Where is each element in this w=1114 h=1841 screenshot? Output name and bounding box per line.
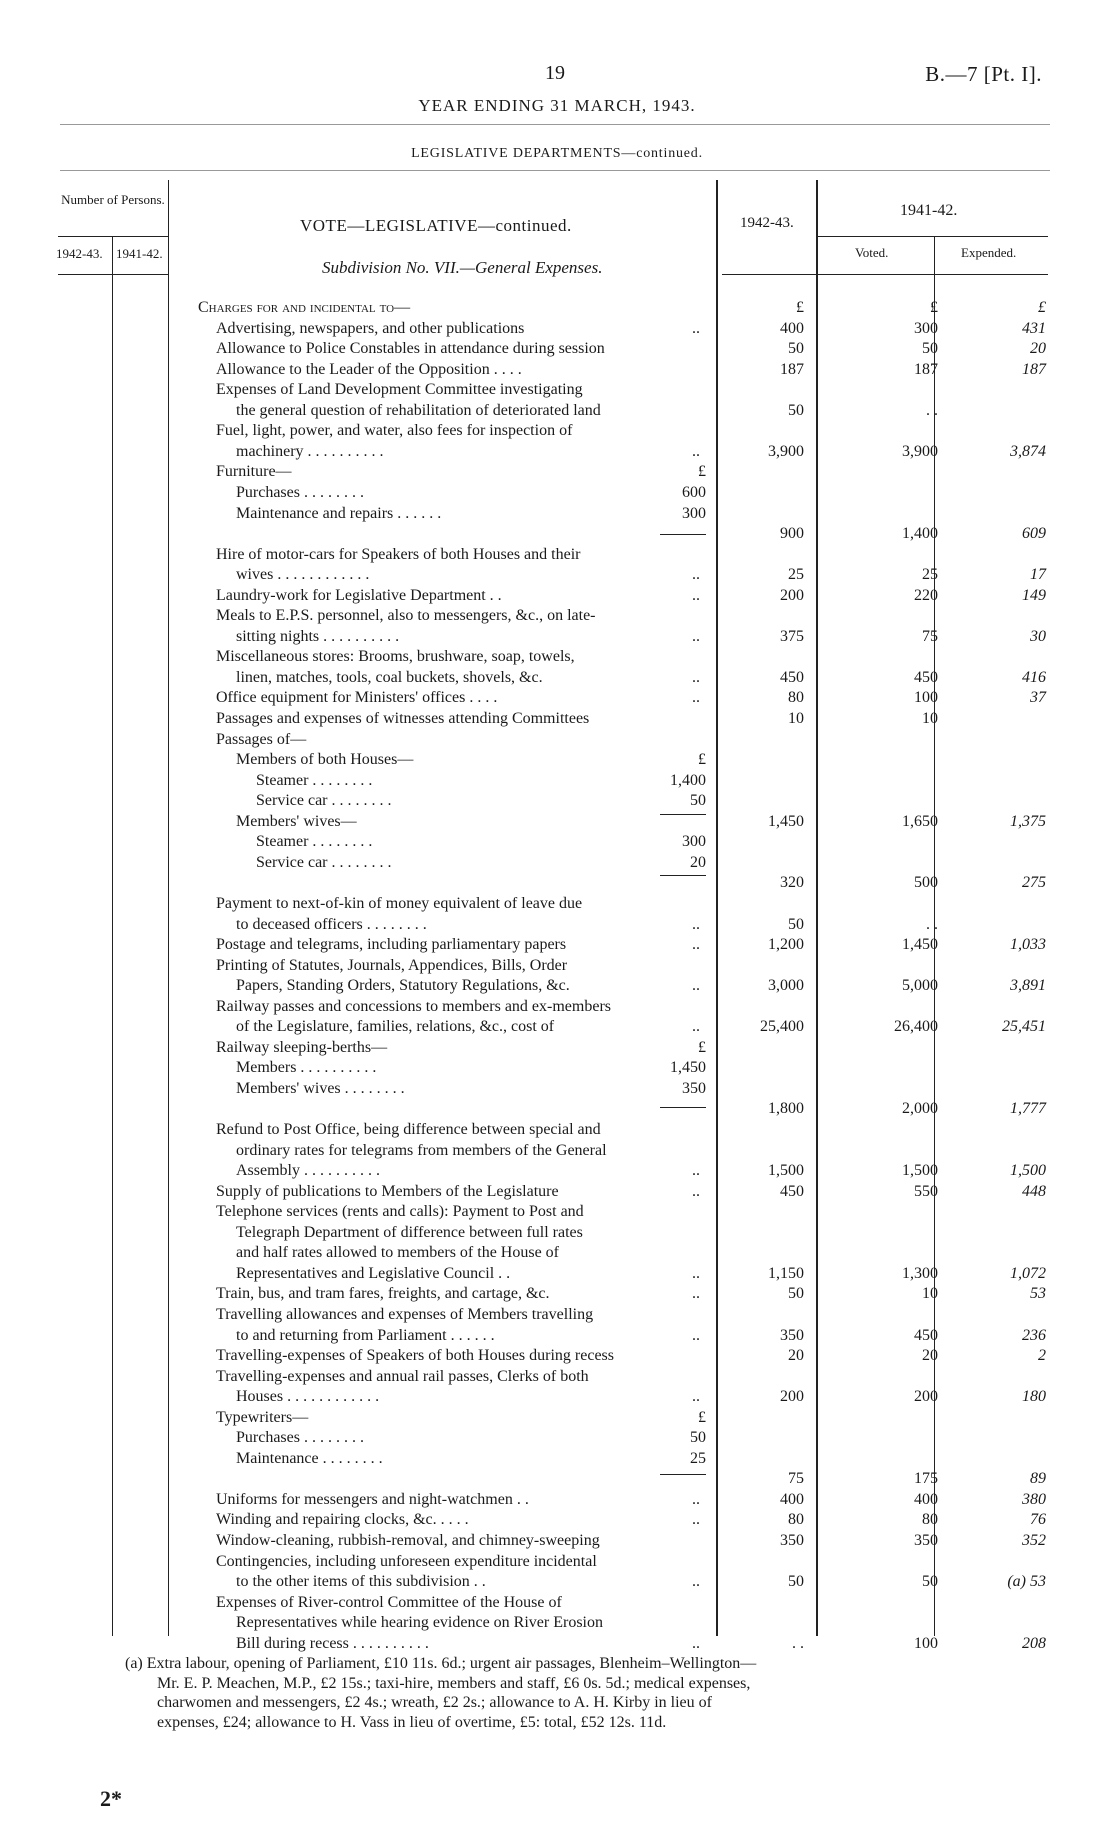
table-row [0,1202,1114,1222]
row-leader-dots: .. [692,1388,700,1406]
row-subitem-amount: 350 [682,1079,706,1097]
row-amount-1942-43: 50 [788,915,804,933]
row-subitem-amount: 1,400 [670,771,706,789]
row-amount-1942-43: 80 [788,689,804,707]
row-voted-1941-42: 26,400 [894,1018,938,1036]
row-expended-1941-42: 448 [1022,1182,1046,1200]
row-leader-dots: .. [692,1018,700,1036]
vote-title: VOTE—LEGISLATIVE—continued. [300,216,572,235]
row-description: Maintenance . . . . . . . . [236,1449,383,1467]
row-amount-1942-43: 1,450 [768,812,804,830]
row-amount-1942-43: 1,150 [768,1264,804,1282]
row-amount-1942-43: 80 [788,1511,804,1529]
table-row [0,750,1114,770]
table-row [0,935,1114,955]
row-description: ordinary rates for telegrams from members of the General [236,1141,607,1159]
table-row [0,1346,1114,1366]
row-description: Houses . . . . . . . . . . . . [236,1388,380,1406]
row-voted-1941-42: 550 [914,1182,938,1200]
row-description: Telephone services (rents and calls): Payment to Post and [216,1203,584,1221]
row-leader-dots: .. [692,668,700,686]
row-expended-1941-42: (a) 53 [1007,1573,1046,1591]
table-row [0,668,1114,688]
row-voted-1941-42: 1,300 [902,1264,938,1282]
row-description: Railway sleeping-berths— [216,1038,388,1056]
table-row [0,791,1114,811]
subdivision-title: Subdivision No. VII.—General Expenses. [322,258,603,277]
row-description: Window-cleaning, rubbish-removal, and chimney-sweeping [216,1532,600,1549]
row-voted-1941-42: 1,500 [902,1162,938,1180]
row-leader-dots: .. [692,627,700,645]
row-description: Members' wives— [236,812,357,830]
col-header-voted: Voted. [855,245,889,260]
footnote-line: (a) Extra labour, opening of Parliament, £10 11s. 6d.; urgent air passages, Blenheim–Wellington— [125,1655,757,1672]
row-subitem-amount: 20 [690,853,706,871]
table-row [0,1634,1114,1654]
table-row [0,1490,1114,1510]
table-row [0,462,1114,482]
row-description: linen, matches, tools, coal buckets, shovels, &c. [236,668,543,686]
row-subitem-amount: £ [698,1038,706,1056]
row-description: Miscellaneous stores: Brooms, brushware, soap, towels, [216,648,575,666]
row-voted-1941-42: 10 [922,710,938,727]
row-expended-1941-42: 3,874 [1010,442,1046,460]
signature-mark: 2* [100,1786,122,1811]
table-row [0,1387,1114,1407]
row-amount-1942-43: 1,500 [768,1162,804,1180]
row-description: Members' wives . . . . . . . . [236,1079,405,1097]
row-amount-1942-43: 375 [780,627,804,645]
row-expended-1941-42: 37 [1030,689,1046,707]
table-row [0,524,1114,544]
row-expended-1941-42: 1,033 [1010,936,1046,954]
row-description: Charges for and incidental to— [198,299,411,316]
row-subitem-amount: 300 [682,504,706,522]
row-leader-dots: .. [692,1162,700,1180]
table-row [0,688,1114,708]
row-amount-1942-43: 900 [780,525,804,543]
table-row [0,504,1114,524]
row-expended-1941-42: 76 [1030,1511,1046,1529]
row-voted-1941-42: . . [926,915,938,933]
table-row [0,1367,1114,1387]
row-description: Members of both Houses— [236,751,414,769]
row-voted-1941-42: 500 [914,874,938,892]
table-row [0,1552,1114,1572]
row-amount-1942-43: 50 [788,1285,804,1303]
table-row [0,1079,1114,1099]
table-row [0,1326,1114,1346]
row-expended-1941-42: 1,072 [1010,1264,1046,1282]
row-voted-1941-42: 100 [914,1634,938,1652]
row-description: Laundry-work for Legislative Department . . [216,586,502,604]
row-description: Bill during recess . . . . . . . . . . [236,1634,429,1652]
row-description: Fuel, light, power, and water, also fees for inspection of [216,422,573,440]
table-row [0,1469,1114,1489]
year-title: YEAR ENDING 31 MARCH, 1943. [418,96,696,115]
row-description: Allowance to the Leader of the Opposition . . . . [216,360,522,378]
table-row [0,976,1114,996]
row-voted-1941-42: 50 [922,340,938,358]
col-header-expended: Expended. [961,245,1017,260]
table-row [0,401,1114,421]
persons-title: Number of Persons. [61,192,165,207]
row-expended-1941-42: 1,500 [1010,1162,1046,1180]
row-description: Printing of Statutes, Journals, Appendices, Bills, Order [216,956,568,974]
row-description: Hire of motor-cars for Speakers of both Houses and their [216,545,581,563]
table-row [0,586,1114,606]
row-description: Service car . . . . . . . . [256,792,392,810]
row-amount-1942-43: 187 [780,360,804,378]
row-description: Advertising, newspapers, and other publications [216,319,525,337]
row-voted-1941-42: 450 [914,668,938,686]
row-expended-1941-42: 380 [1022,1490,1046,1508]
row-expended-1941-42: 149 [1022,586,1046,604]
table-row [0,1449,1114,1469]
row-subitem-amount: 25 [690,1449,706,1467]
table-row [0,1017,1114,1037]
table-row [0,771,1114,791]
row-description: Refund to Post Office, being difference between special and [216,1121,601,1138]
row-amount-1942-43: 350 [780,1532,804,1549]
table-row [0,873,1114,893]
row-expended-1941-42: 20 [1030,340,1046,358]
row-description: Expenses of Land Development Committee investigating [216,381,583,399]
row-amount-1942-43: . . [792,1634,804,1652]
row-expended-1941-42: 30 [1030,627,1046,645]
row-voted-1941-42: 20 [922,1347,938,1365]
footnote-line: expenses, £24; allowance to H. Vass in lieu of overtime, £5: total, £52 12s. 11d. [157,1713,667,1731]
row-subitem-amount: 50 [690,1429,706,1447]
row-description: Passages and expenses of witnesses attending Committees [216,710,590,727]
row-expended-1941-42: 352 [1022,1532,1046,1549]
row-leader-dots: .. [692,1490,700,1508]
row-voted-1941-42: 300 [914,319,938,337]
row-voted-1941-42: 187 [914,360,938,378]
table-row [0,483,1114,503]
row-voted-1941-42: 1,650 [902,812,938,830]
row-description: Representatives while hearing evidence on River Erosion [236,1614,603,1632]
footnote-line: Mr. E. P. Meachen, M.P., £2 15s.; taxi-hire, members and staff, £6 0s. 5d.; medical expenses, [157,1674,751,1692]
row-description: Service car . . . . . . . . [256,853,392,871]
row-description: Representatives and Legislative Council . . [236,1264,511,1282]
row-description: Purchases . . . . . . . . [236,483,364,501]
row-leader-dots: .. [692,1182,700,1200]
page-number: 19 [545,62,565,84]
table-row [0,1223,1114,1243]
row-voted-1941-42: 10 [922,1285,938,1303]
row-voted-1941-42: 200 [914,1388,938,1406]
department-rule [60,170,1050,171]
row-expended-1941-42: 1,375 [1010,812,1046,830]
row-voted-1941-42: 80 [922,1511,938,1529]
row-leader-dots: .. [692,319,700,337]
row-expended-1941-42: £ [1038,299,1046,316]
table-row [0,853,1114,873]
amount-header-bottom-rule [722,274,1048,275]
row-description: Office equipment for Ministers' offices . . . . [216,689,498,707]
row-description: Telegraph Department of difference between full rates [236,1223,583,1241]
row-expended-1941-42: 416 [1022,668,1046,686]
table-row [0,1243,1114,1263]
row-description: machinery . . . . . . . . . . [236,442,384,460]
col-header-1942: 1942-43. [740,215,794,231]
row-description: Papers, Standing Orders, Statutory Regulations, &c. [236,977,570,995]
row-amount-1942-43: 450 [780,1182,804,1200]
row-expended-1941-42: 89 [1030,1470,1046,1488]
table-row [0,1182,1114,1202]
row-description: Travelling allowances and expenses of Members travelling [216,1305,594,1323]
row-leader-dots: .. [692,442,700,460]
table-row [0,319,1114,339]
row-description: to the other items of this subdivision . . [236,1573,486,1591]
table-row [0,1408,1114,1428]
row-description: Supply of publications to Members of the Legislature [216,1182,559,1200]
voted-header-rule [816,236,1048,237]
table-row [0,1593,1114,1613]
row-expended-1941-42: 208 [1022,1634,1046,1652]
row-amount-1942-43: 200 [780,1388,804,1406]
row-description: Purchases . . . . . . . . [236,1429,364,1447]
table-row [0,627,1114,647]
table-row [0,1572,1114,1592]
row-amount-1942-43: 320 [780,874,804,892]
row-description: Steamer . . . . . . . . [256,771,373,789]
row-voted-1941-42: . . [926,401,938,419]
table-row [0,997,1114,1017]
row-amount-1942-43: 200 [780,586,804,604]
row-amount-1942-43: 350 [780,1326,804,1344]
table-row [0,442,1114,462]
table-row [0,565,1114,585]
row-voted-1941-42: 400 [914,1490,938,1508]
row-voted-1941-42: 350 [914,1532,938,1549]
row-voted-1941-42: 1,450 [902,936,938,954]
row-voted-1941-42: £ [930,299,938,316]
row-voted-1941-42: 2,000 [902,1100,938,1118]
table-row [0,1613,1114,1633]
persons-col-1942: 1942-43. [56,246,103,261]
table-row [0,1038,1114,1058]
row-amount-1942-43: 450 [780,668,804,686]
row-description: Allowance to Police Constables in attendance during session [216,340,605,358]
row-description: to and returning from Parliament . . . . . . [236,1326,495,1344]
row-description: Maintenance and repairs . . . . . . [236,504,442,522]
footnote [125,1654,1005,1732]
table-row [0,360,1114,380]
row-leader-dots: .. [692,915,700,933]
row-description: Postage and telegrams, including parliamentary papers [216,936,567,954]
row-description: sitting nights . . . . . . . . . . [236,627,400,645]
row-expended-1941-42: 25,451 [1002,1018,1046,1036]
row-amount-1942-43: 3,000 [768,977,804,995]
row-voted-1941-42: 450 [914,1326,938,1344]
row-expended-1941-42: 3,891 [1010,977,1046,995]
table-row [0,606,1114,626]
row-description: Travelling-expenses of Speakers of both Houses during recess [216,1347,614,1365]
table-row [0,339,1114,359]
table-row [0,832,1114,852]
table-row [0,730,1114,750]
row-leader-dots: .. [692,1285,700,1303]
row-amount-1942-43: £ [796,299,804,316]
row-amount-1942-43: 50 [788,401,804,419]
row-leader-dots: .. [692,1634,700,1652]
persons-col-1941: 1941-42. [116,246,163,261]
row-voted-1941-42: 75 [922,627,938,645]
header-rule [60,124,1050,125]
row-expended-1941-42: 1,777 [1010,1100,1046,1118]
row-voted-1941-42: 3,900 [902,442,938,460]
row-description: Typewriters— [216,1408,309,1426]
table-row [0,1099,1114,1119]
table-row [0,1284,1114,1304]
row-voted-1941-42: 25 [922,566,938,584]
row-description: Expenses of River-control Committee of the House of [216,1593,562,1611]
row-leader-dots: .. [692,1326,700,1344]
row-subitem-amount: 50 [690,792,706,810]
row-expended-1941-42: 431 [1022,319,1046,337]
row-amount-1942-43: 1,200 [768,936,804,954]
table-row [0,545,1114,565]
row-subitem-amount: £ [698,1408,706,1426]
row-description: to deceased officers . . . . . . . . [236,915,427,933]
row-expended-1941-42: 53 [1030,1285,1046,1303]
department-title: LEGISLATIVE DEPARTMENTS—continued. [411,146,703,161]
row-description: Travelling-expenses and annual rail passes, Clerks of both [216,1367,589,1385]
row-voted-1941-42: 175 [914,1470,938,1488]
row-leader-dots: .. [692,936,700,954]
row-leader-dots: .. [692,566,700,584]
row-description: the general question of rehabilitation of deteriorated land [236,401,601,419]
footnote-line: charwomen and messengers, £2 4s.; wreath, £2 2s.; allowance to A. H. Kirby in lieu of [157,1694,712,1711]
row-amount-1942-43: 25,400 [760,1018,804,1036]
row-leader-dots: .. [692,1511,700,1529]
table-row [0,1510,1114,1530]
table-row [0,380,1114,400]
row-leader-dots: .. [692,1573,700,1591]
row-description: of the Legislature, families, relations, &c., cost of [236,1018,555,1036]
table-row [0,1264,1114,1284]
row-subitem-amount: £ [698,751,706,769]
row-subitem-amount: £ [698,463,706,481]
row-leader-dots: .. [692,1264,700,1282]
table-row [0,1120,1114,1140]
row-description: Assembly . . . . . . . . . . [236,1162,380,1180]
row-amount-1942-43: 75 [788,1470,804,1488]
row-description: wives . . . . . . . . . . . . [236,566,370,584]
table-row [0,1141,1114,1161]
table-row [0,1058,1114,1078]
row-leader-dots: .. [692,977,700,995]
row-description: Payment to next-of-kin of money equivalent of leave due [216,894,583,912]
row-subitem-amount: 300 [682,833,706,851]
table-row [0,812,1114,832]
row-description: Passages of— [216,730,307,748]
row-description: Members . . . . . . . . . . [236,1059,377,1077]
row-amount-1942-43: 10 [788,710,804,727]
row-description: Railway passes and concessions to members and ex-members [216,997,612,1015]
table-row [0,894,1114,914]
table-row [0,709,1114,729]
row-voted-1941-42: 100 [914,689,938,707]
table-row [0,956,1114,976]
row-subitem-amount: 600 [682,483,706,501]
row-expended-1941-42: 275 [1022,874,1046,892]
table-row [0,1161,1114,1181]
table-row [0,1428,1114,1448]
table-row [0,298,1114,318]
table-row [0,1531,1114,1551]
row-description: Contingencies, including unforeseen expenditure incidental [216,1552,597,1570]
row-description: Train, bus, and tram fares, freights, and cartage, &c. [216,1285,550,1303]
row-amount-1942-43: 25 [788,566,804,584]
row-voted-1941-42: 50 [922,1573,938,1591]
row-expended-1941-42: 2 [1038,1347,1046,1365]
row-amount-1942-43: 1,800 [768,1100,804,1118]
row-description: Furniture— [216,463,292,481]
row-voted-1941-42: 1,400 [902,525,938,543]
document-reference: B.—7 [Pt. I]. [925,62,1042,86]
table-row [0,647,1114,667]
row-amount-1942-43: 3,900 [768,442,804,460]
row-amount-1942-43: 400 [780,319,804,337]
col-header-1941: 1941-42. [900,202,958,219]
row-amount-1942-43: 400 [780,1490,804,1508]
table-row [0,421,1114,441]
row-subitem-amount: 1,450 [670,1059,706,1077]
row-expended-1941-42: 609 [1022,525,1046,543]
persons-header-rule [58,236,168,237]
row-description: Steamer . . . . . . . . [256,833,373,851]
persons-header-bottom-rule [58,274,168,275]
row-description: Uniforms for messengers and night-watchmen . . [216,1490,529,1508]
row-voted-1941-42: 220 [914,586,938,604]
row-expended-1941-42: 180 [1022,1388,1046,1406]
row-amount-1942-43: 20 [788,1347,804,1365]
table-row [0,915,1114,935]
row-amount-1942-43: 50 [788,340,804,358]
row-description: Winding and repairing clocks, &c. . . . . [216,1511,469,1529]
row-expended-1941-42: 187 [1022,360,1046,378]
row-leader-dots: .. [692,689,700,707]
row-amount-1942-43: 50 [788,1573,804,1591]
row-description: and half rates allowed to members of the House of [236,1244,560,1262]
row-leader-dots: .. [692,586,700,604]
row-expended-1941-42: 17 [1030,566,1046,584]
table-row [0,1305,1114,1325]
row-voted-1941-42: 5,000 [902,977,938,995]
row-expended-1941-42: 236 [1022,1326,1046,1344]
row-description: Meals to E.P.S. personnel, also to messengers, &c., on late- [216,607,596,625]
